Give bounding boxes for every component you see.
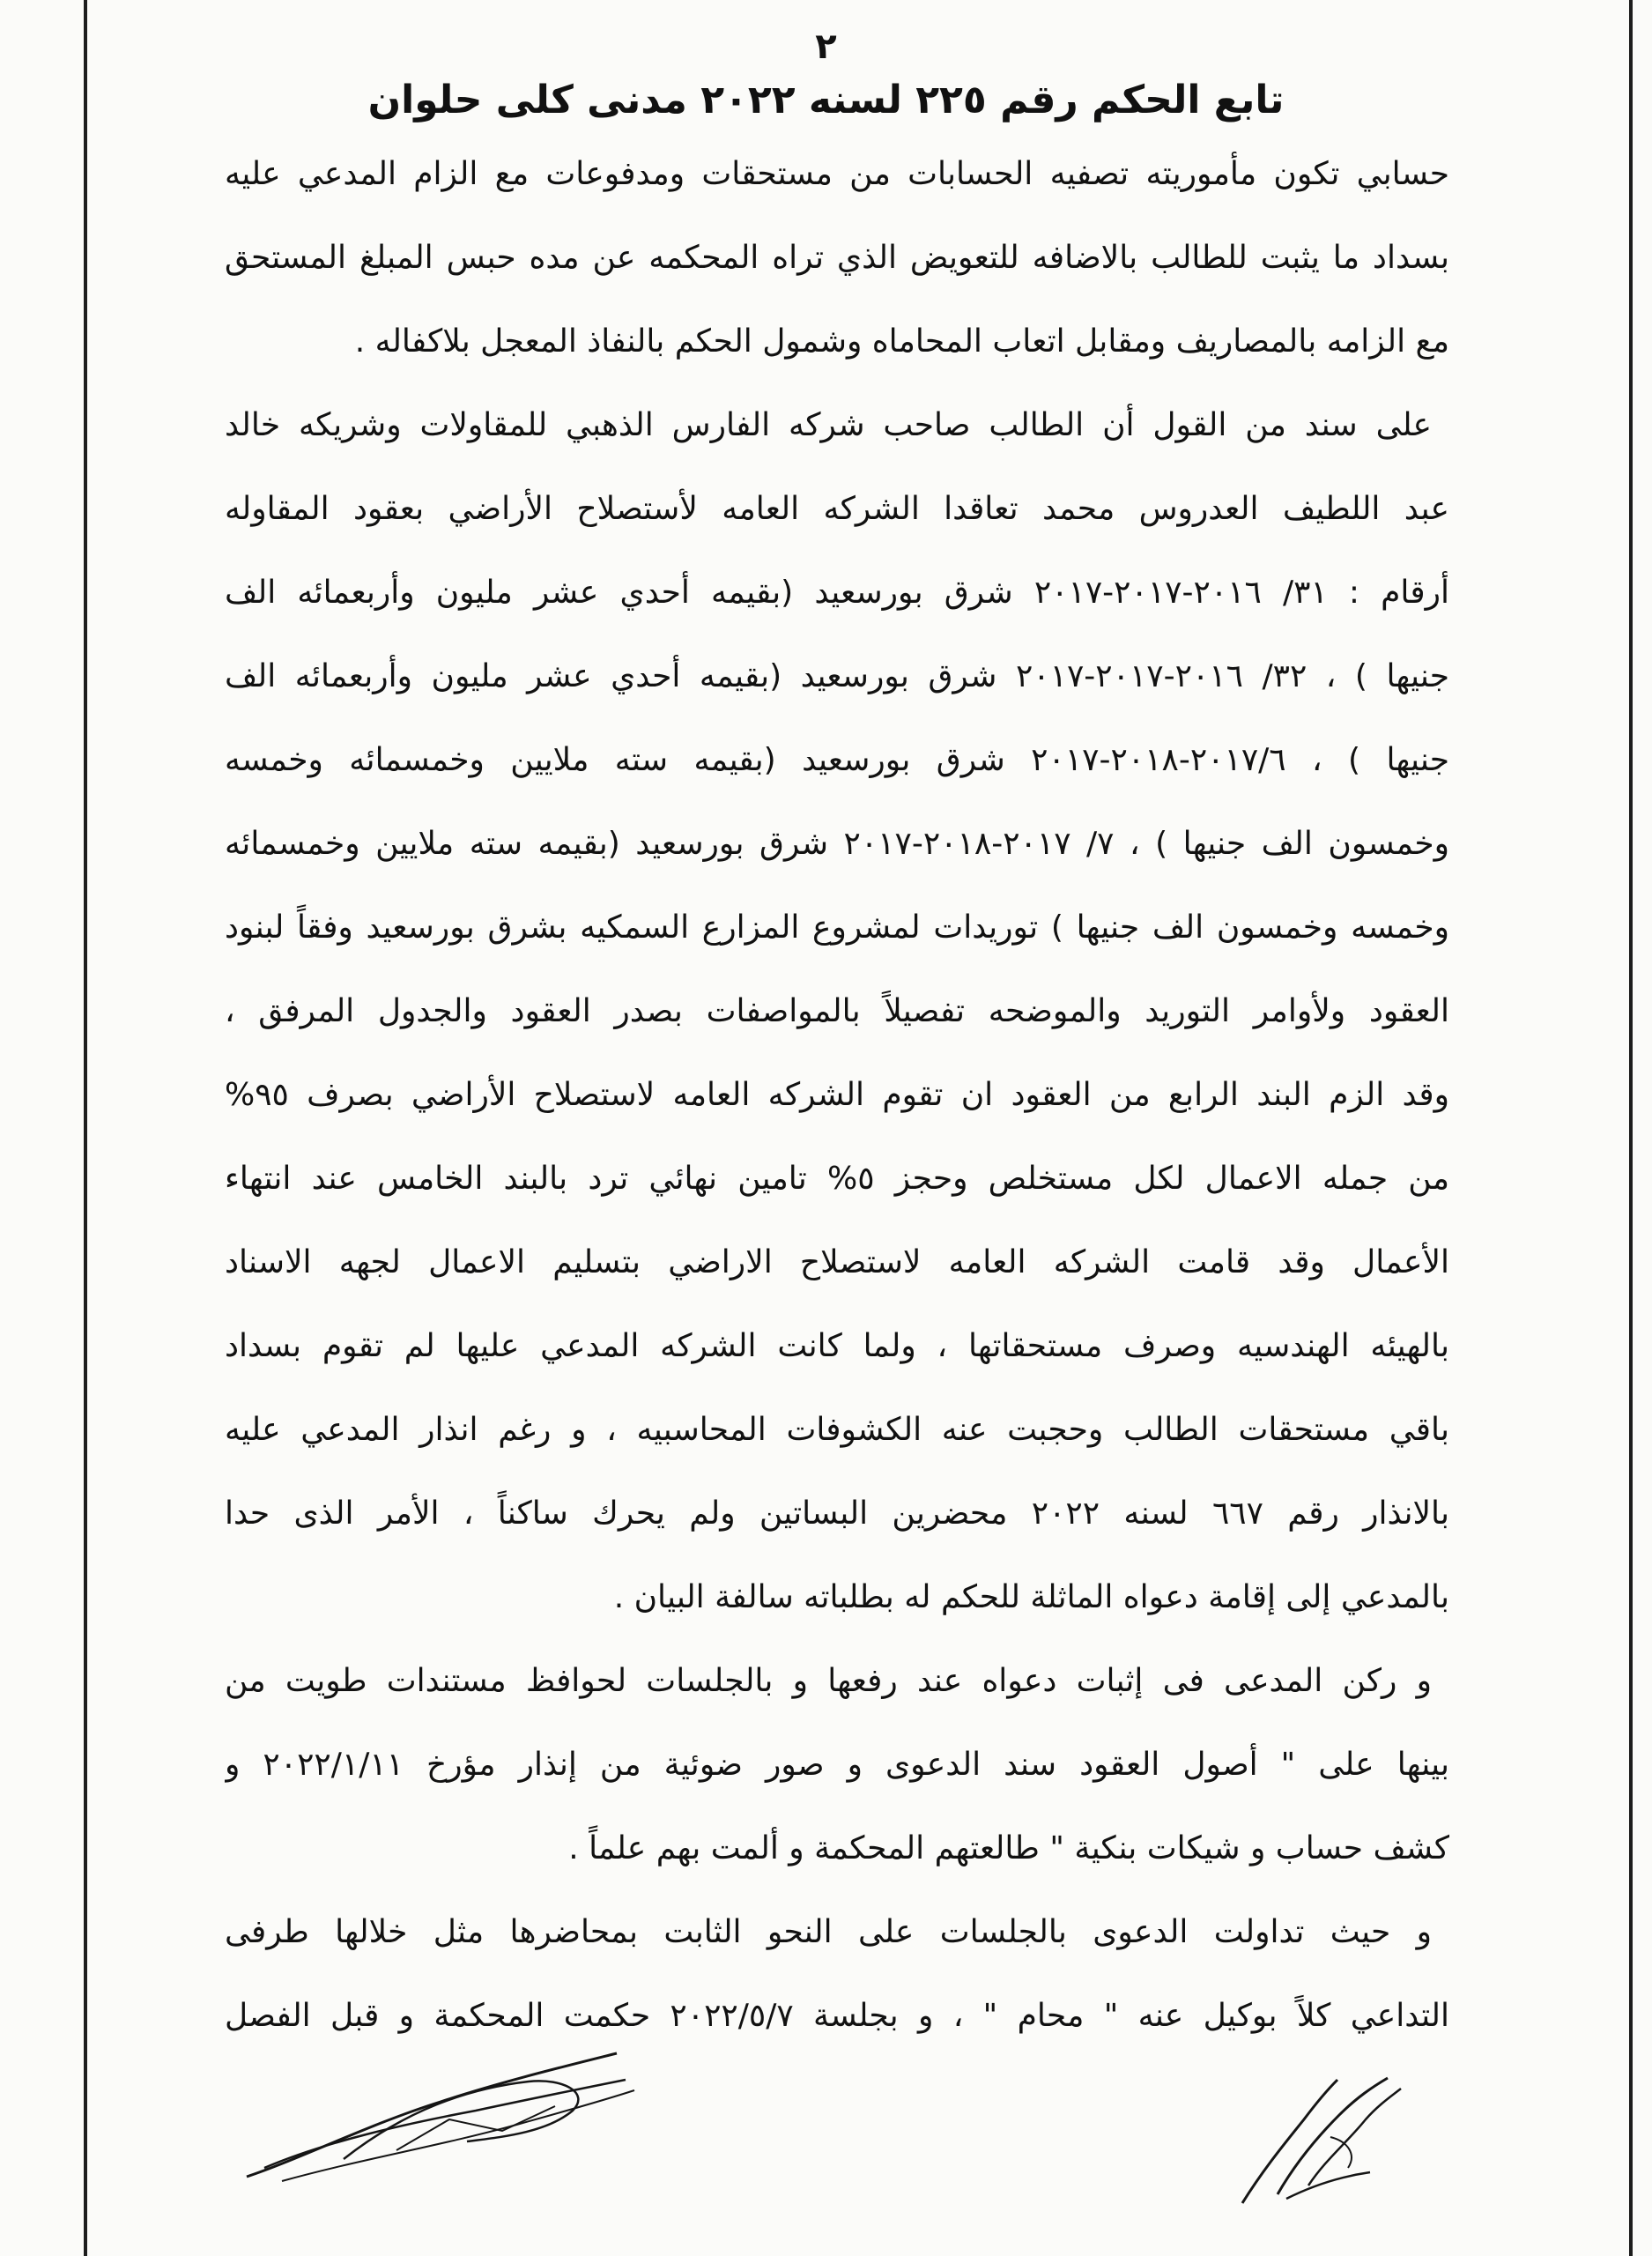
paragraph-start-line: و حيث تداولت الدعوى بالجلسات على النحو الثابت بمحاضرها مثل خلالها طرفى bbox=[225, 1914, 1432, 1950]
body-line: الأعمال وقد قامت الشركه العامه لاستصلاح الاراضي بتسليم الاعمال لجهه الاسناد bbox=[225, 1244, 1449, 1280]
body-line: بالمدعي إلى إقامة دعواه الماثلة للحكم له بطلباته سالفة البيان . bbox=[613, 1579, 1449, 1615]
document-body bbox=[225, 132, 1449, 2058]
body-line: بينها على " أصول العقود سند الدعوى و صور ضوئية من إنذار مؤرخ ٢٠٢٢/١/١١ و bbox=[225, 1747, 1449, 1783]
page-number: ٢ bbox=[815, 26, 837, 67]
body-line: بالهيئه الهندسيه وصرف مستحقاتها ، ولما كانت الشركه المدعي عليها لم تقوم بسداد bbox=[225, 1328, 1449, 1364]
body-line: التداعي كلاً بوكيل عنه " محام " ، و بجلسة ٢٠٢٢/٥/٧ حكمت المحكمة و قبل الفصل bbox=[225, 1998, 1449, 2034]
body-line: باقي مستحقات الطالب وحجبت عنه الكشوفات المحاسبيه ، و رغم انذار المدعي عليه bbox=[225, 1412, 1449, 1448]
body-line: مع الزامه بالمصاريف ومقابل اتعاب المحاماه وشمول الحكم بالنفاذ المعجل بلاكفاله . bbox=[354, 323, 1449, 360]
body-line: وقد الزم البند الرابع من العقود ان تقوم الشركه العامه لاستصلاح الأراضي بصرف ٩٥% bbox=[225, 1077, 1449, 1113]
body-line: وخمسه وخمسون الف جنيها ) توريدات لمشروع المزارع السمكيه بشرق بورسعيد وفقاً لبنود bbox=[225, 909, 1449, 946]
left-signature bbox=[238, 2027, 643, 2203]
page-left-border bbox=[84, 0, 87, 2256]
paragraph-start-line: على سند من القول أن الطالب صاحب شركه الفارس الذهبي للمقاولات وشريكه خالد bbox=[225, 407, 1432, 443]
body-line: حسابي تكون مأموريته تصفيه الحسابات من مستحقات ومدفوعات مع الزام المدعي عليه bbox=[225, 156, 1449, 192]
body-line: العقود ولأوامر التوريد والموضحه تفصيلاً بالمواصفات بصدر العقود والجدول المرفق ، bbox=[225, 993, 1449, 1029]
body-line: جنيها ) ، ٢٠١٧/٦-٢٠١٨-٢٠١٧ شرق بورسعيد (بقيمه سته ملايين وخمسمائه وخمسه bbox=[225, 742, 1449, 778]
body-line: من جمله الاعمال لكل مستخلص وحجز ٥% تامين نهائي ترد بالبند الخامس عند انتهاء bbox=[225, 1161, 1449, 1197]
body-line: وخمسون الف جنيها ) ، ٧/ ٢٠١٧-٢٠١٨-٢٠١٧ شرق بورسعيد (بقيمه سته ملايين وخمسمائه bbox=[225, 826, 1449, 862]
right-signature bbox=[1225, 2053, 1410, 2221]
body-line: أرقام : ٣١/ ٢٠١٦-٢٠١٧-٢٠١٧ شرق بورسعيد (بقيمه أحدي عشر مليون وأربعمائه الف bbox=[225, 575, 1449, 611]
body-line: بالانذار رقم ٦٦٧ لسنه ٢٠٢٢ محضرين البساتين ولم يحرك ساكناً ، الأمر الذى حدا bbox=[225, 1495, 1449, 1532]
body-line: عبد اللطيف العدروس محمد تعاقدا الشركه العامه لأستصلاح الأراضي بعقود المقاوله bbox=[225, 491, 1449, 527]
body-line: كشف حساب و شيكات بنكية " طالعتهم المحكمة و ألمت بهم علماً . bbox=[568, 1830, 1449, 1866]
document-title: تابع الحكم رقم ٢٢٥ لسنه ٢٠٢٢ مدنى كلى حلوان bbox=[367, 78, 1285, 122]
body-line: بسداد ما يثبت للطالب بالاضافه للتعويض الذي تراه المحكمه عن مده حبس المبلغ المستحق bbox=[225, 240, 1449, 276]
body-line: جنيها ) ، ٣٢/ ٢٠١٦-٢٠١٧-٢٠١٧ شرق بورسعيد (بقيمه أحدي عشر مليون وأربعمائه الف bbox=[225, 658, 1449, 694]
paragraph-start-line: و ركن المدعى فى إثبات دعواه عند رفعها و بالجلسات لحوافظ مستندات طويت من bbox=[225, 1663, 1432, 1699]
page-right-border bbox=[1629, 0, 1633, 2256]
